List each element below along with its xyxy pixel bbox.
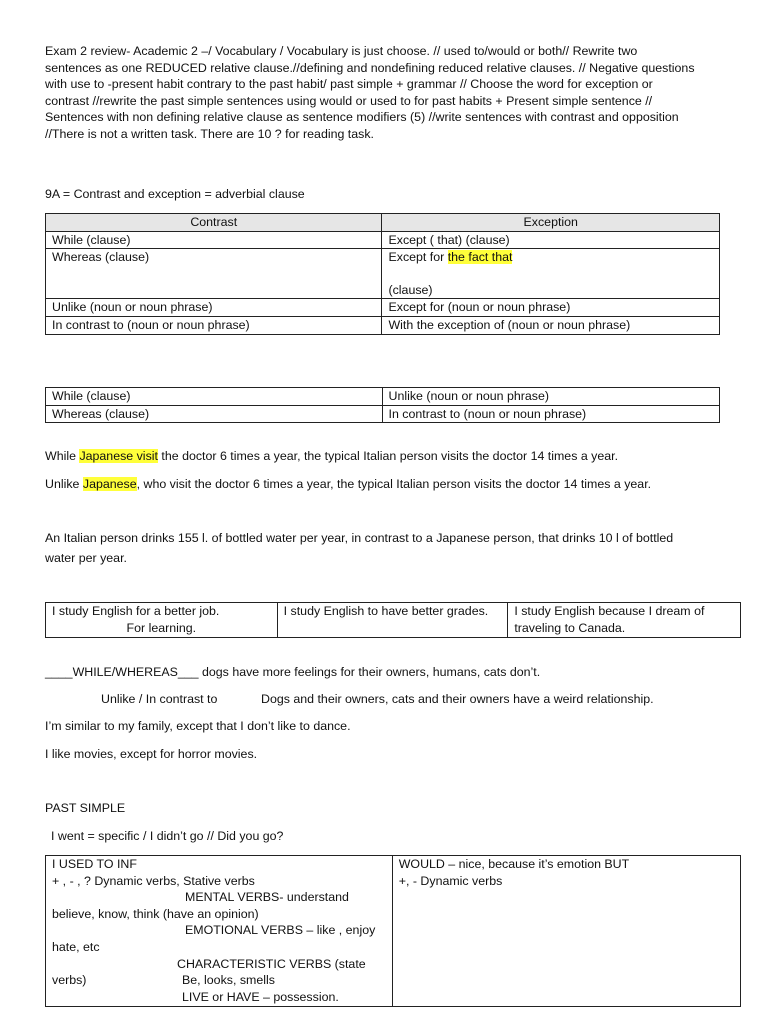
cell-line bbox=[52, 972, 386, 989]
table-cell bbox=[392, 856, 740, 1007]
cell-text: hate, etc bbox=[52, 939, 100, 954]
sentence-line: An Italian person drinks 155 l. of bottled water per year, in contrast to a Japanese person, that drinks 10 l of bottled bbox=[45, 531, 674, 545]
table-cell: Unlike (noun or noun phrase) bbox=[46, 299, 382, 317]
highlighted-text: Japanese bbox=[82, 477, 137, 491]
table-row bbox=[46, 299, 720, 317]
header-contrast: Contrast bbox=[46, 214, 382, 232]
highlighted-text: the fact that bbox=[447, 250, 513, 265]
highlighted-text: Japanese visit bbox=[79, 449, 158, 463]
cell-text: I study English for a better job. bbox=[52, 604, 220, 618]
cell-text: WOULD – nice, because it’s emotion BUT bbox=[398, 857, 630, 871]
cell-text: I study English because I dream of bbox=[514, 604, 705, 618]
used-to-would-table bbox=[45, 855, 741, 1007]
intro-line: with use to -present habit contrary to the past habit/ past simple + grammar // Choose the word for exception or bbox=[45, 77, 653, 92]
example-sentence-3 bbox=[45, 530, 725, 566]
intro-line: Sentences with non defining relative clause as sentence modifiers (5) //write sentences with contrast and opposition bbox=[45, 110, 679, 125]
practice-sentence-3: I’m similar to my family, except that I don’t like to dance. bbox=[45, 719, 351, 733]
cell-text: +, - Dynamic verbs bbox=[398, 873, 503, 888]
table-cell: Whereas (clause) bbox=[46, 405, 383, 423]
connector-table bbox=[45, 387, 720, 423]
table-row bbox=[46, 249, 720, 299]
cell-text: verbs) bbox=[52, 973, 87, 988]
intro-line: contrast //rewrite the past simple sentences using would or used to for past habits + Present simple sentence // bbox=[45, 93, 653, 108]
intro-line: Exam 2 review- Academic 2 –/ Vocabulary / Vocabulary is just choose. // used to/would or both// Rewrite two bbox=[45, 44, 638, 58]
study-reasons-table bbox=[45, 602, 741, 638]
cell-text: + , - , ? Dynamic verbs, Stative verbs bbox=[52, 873, 255, 888]
cell-text: (clause) bbox=[388, 282, 433, 297]
practice-sentence-1: ____WHILE/WHEREAS___ dogs have more feelings for their owners, humans, cats don’t. bbox=[45, 665, 541, 679]
cell-text: Except for bbox=[388, 250, 448, 265]
table-cell: I study English to have better grades. bbox=[277, 603, 508, 638]
cell-text: traveling to Canada. bbox=[514, 620, 626, 635]
cell-text: For learning. bbox=[126, 620, 197, 635]
sentence-text: Unlike bbox=[45, 477, 83, 491]
practice-sentence-4: I like movies, except for horror movies. bbox=[45, 747, 258, 761]
sentence-text: Unlike / In contrast to bbox=[101, 692, 218, 706]
cell-text: CHARACTERISTIC VERBS (state bbox=[177, 956, 366, 971]
cell-text: believe, know, think (have an opinion) bbox=[52, 906, 259, 921]
cell-text: LIVE or HAVE – possession. bbox=[182, 989, 339, 1004]
table-cell: While (clause) bbox=[46, 231, 382, 249]
table-cell: While (clause) bbox=[46, 388, 383, 406]
table-cell: In contrast to (noun or noun phrase) bbox=[46, 316, 382, 334]
sentence-line: water per year. bbox=[45, 550, 127, 565]
header-exception: Exception bbox=[382, 214, 720, 232]
sentence-text: While bbox=[45, 449, 80, 463]
intro-line: //There is not a written task. There are 10 ? for reading task. bbox=[45, 126, 374, 141]
sentence-text: , who visit the doctor 6 times a year, the typical Italian person visits the doctor 14 times a year. bbox=[136, 477, 652, 491]
intro-line: sentences as one REDUCED relative clause.//defining and nondefining reduced relative clauses. // Negative questions bbox=[45, 60, 695, 75]
sentence-text: the doctor 6 times a year, the typical Italian person visits the doctor 14 times a year. bbox=[157, 449, 619, 463]
contrast-exception-table bbox=[45, 213, 720, 335]
table-cell: With the exception of (noun or noun phrase) bbox=[382, 316, 720, 334]
cell-text: I USED TO INF bbox=[52, 857, 137, 871]
table-cell bbox=[46, 856, 393, 1007]
past-simple-heading: PAST SIMPLE bbox=[45, 801, 126, 815]
table-cell: Whereas (clause) bbox=[46, 249, 382, 299]
cell-text: EMOTIONAL VERBS – like , enjoy bbox=[185, 923, 376, 938]
past-simple-line: I went = specific / I didn’t go // Did you go? bbox=[51, 829, 284, 843]
table-row bbox=[46, 388, 720, 406]
table-row bbox=[46, 603, 741, 638]
section-9a-heading: 9A = Contrast and exception = adverbial clause bbox=[45, 187, 305, 201]
sentence-text: Dogs and their owners, cats and their owners have a weird relationship. bbox=[261, 692, 654, 706]
table-cell bbox=[508, 603, 741, 638]
example-sentence-2 bbox=[45, 476, 725, 493]
table-cell bbox=[46, 603, 278, 638]
table-header-row bbox=[46, 214, 720, 232]
table-row bbox=[46, 405, 720, 423]
table-cell: Except ( that) (clause) bbox=[382, 231, 720, 249]
table-row bbox=[46, 856, 741, 1007]
table-cell bbox=[382, 249, 720, 299]
table-row bbox=[46, 231, 720, 249]
example-sentence-1 bbox=[45, 448, 725, 465]
table-cell: Except for (noun or noun phrase) bbox=[382, 299, 720, 317]
table-cell: In contrast to (noun or noun phrase) bbox=[382, 405, 720, 423]
table-row bbox=[46, 316, 720, 334]
table-cell: Unlike (noun or noun phrase) bbox=[382, 388, 720, 406]
intro-paragraph bbox=[45, 43, 725, 143]
cell-text: MENTAL VERBS- understand bbox=[185, 890, 349, 905]
cell-text: Be, looks, smells bbox=[182, 973, 275, 988]
